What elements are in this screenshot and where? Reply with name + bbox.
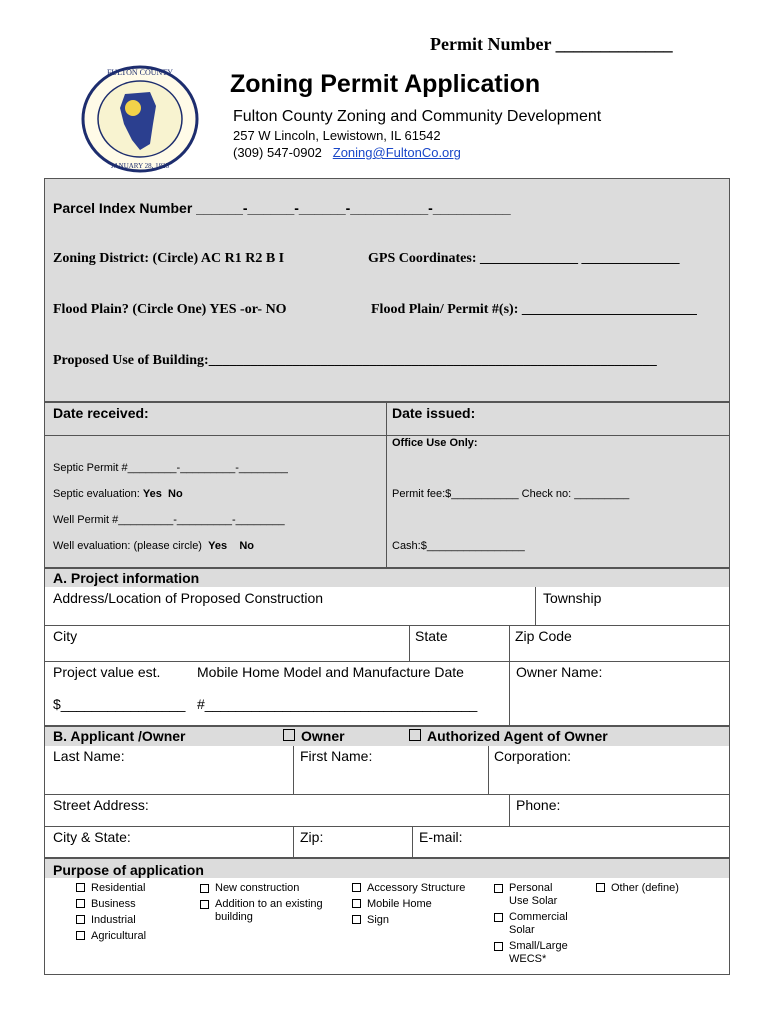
checkbox-icon <box>494 884 503 893</box>
project-value-label: Project value est. <box>53 664 161 680</box>
flood-plain-field[interactable]: Flood Plain? (Circle One) YES -or- NO <box>53 302 287 317</box>
checkbox-icon <box>352 915 361 924</box>
checkbox-icon <box>76 915 85 924</box>
well-yes-option[interactable]: Yes <box>208 540 228 552</box>
purpose-personal-solar-label: Personal Use Solar <box>509 882 558 907</box>
purpose-col-2 <box>200 882 345 924</box>
purpose-commercial-solar[interactable] <box>494 911 584 937</box>
septic-evaluation[interactable] <box>53 488 183 500</box>
purpose-accessory-structure-label: Accessory Structure <box>367 882 466 894</box>
purpose-industrial-label: Industrial <box>91 914 136 926</box>
well-evaluation[interactable] <box>53 540 254 552</box>
owner-checkbox-icon <box>283 729 295 741</box>
address-location-field[interactable]: Address/Location of Proposed Construction <box>53 590 324 606</box>
org-name: Fulton County Zoning and Community Development <box>233 108 602 125</box>
applicant-zip-field[interactable]: Zip: <box>300 829 324 845</box>
purpose-mobile-home-label: Mobile Home <box>367 898 432 910</box>
purpose-col-3 <box>352 882 482 927</box>
purpose-mobile-home[interactable] <box>352 898 482 911</box>
purpose-new-construction-label: New construction <box>215 882 300 894</box>
purpose-commercial-solar-label: Commercial Solar <box>509 911 568 936</box>
checkbox-icon <box>76 899 85 908</box>
checkbox-icon <box>352 883 361 892</box>
city-state-field[interactable]: City & State: <box>53 829 131 845</box>
purpose-sign-label: Sign <box>367 914 390 926</box>
well-evaluation-label: Well evaluation: (please circle) <box>53 540 202 552</box>
flood-permit-field[interactable]: Flood Plain/ Permit #(s): _________________________ <box>371 302 697 317</box>
checkbox-icon <box>494 913 503 922</box>
cash-field[interactable]: Cash:$________________ <box>392 540 525 552</box>
purpose-new-construction[interactable] <box>200 882 345 895</box>
purpose-sign[interactable] <box>352 914 482 927</box>
project-heading: A. Project information <box>53 570 200 586</box>
org-email-link[interactable]: Zoning@FultonCo.org <box>332 145 461 160</box>
agent-checkbox[interactable] <box>409 728 608 744</box>
city-field[interactable]: City <box>53 628 78 644</box>
street-address-field[interactable]: Street Address: <box>53 797 149 813</box>
septic-permit-field[interactable]: Septic Permit #________-_________-________ <box>53 462 288 474</box>
org-address: 257 W Lincoln, Lewistown, IL 61542 <box>233 128 441 143</box>
owner-checkbox[interactable] <box>283 728 345 744</box>
checkbox-icon <box>76 931 85 940</box>
mobile-home-label: Mobile Home Model and Manufacture Date <box>197 664 464 680</box>
agent-checkbox-icon <box>409 729 421 741</box>
email-field[interactable]: E-mail: <box>419 829 463 845</box>
purpose-heading: Purpose of application <box>53 862 204 878</box>
checkbox-icon <box>494 942 503 951</box>
purpose-other-label: Other (define) <box>611 882 679 894</box>
purpose-agricultural-label: Agricultural <box>91 930 147 942</box>
septic-evaluation-label: Septic evaluation: <box>53 488 140 500</box>
purpose-business[interactable] <box>76 898 186 911</box>
proposed-use-field[interactable]: Proposed Use of Building:________________________________________________________________ <box>53 353 657 368</box>
contact-line <box>233 145 461 160</box>
parcel-index-field[interactable]: Parcel Index Number ______-______-______-__________-__________ <box>53 200 511 216</box>
mobile-home-field[interactable]: #___________________________________ <box>197 696 478 712</box>
corporation-field[interactable]: Corporation: <box>494 748 572 764</box>
purpose-wecs-label: Small/Large WECS* <box>509 940 568 965</box>
purpose-residential-label: Residential <box>91 882 146 894</box>
purpose-col-5 <box>596 882 716 895</box>
owner-checkbox-label: Owner <box>301 728 345 744</box>
township-field[interactable]: Township <box>543 590 602 606</box>
agent-checkbox-label: Authorized Agent of Owner <box>427 728 608 744</box>
page-title: Zoning Permit Application <box>230 70 541 98</box>
purpose-agricultural[interactable] <box>76 930 186 943</box>
purpose-business-label: Business <box>91 898 136 910</box>
purpose-addition-label: Addition to an existing building <box>215 898 323 923</box>
last-name-field[interactable]: Last Name: <box>53 748 125 764</box>
septic-no-option[interactable]: No <box>168 488 183 500</box>
svg-text:FULTON COUNTY: FULTON COUNTY <box>106 68 174 77</box>
office-use-only-label: Office Use Only: <box>392 437 478 449</box>
checkbox-icon <box>200 900 209 909</box>
purpose-industrial[interactable] <box>76 914 186 927</box>
first-name-field[interactable]: First Name: <box>300 748 373 764</box>
zoning-district-field[interactable]: Zoning District: (Circle) AC R1 R2 B I <box>53 251 285 266</box>
county-seal <box>80 64 200 174</box>
purpose-residential[interactable] <box>76 882 186 895</box>
septic-yes-option[interactable]: Yes <box>142 488 162 500</box>
checkbox-icon <box>200 884 209 893</box>
org-phone: (309) 547-0902 <box>233 145 322 160</box>
purpose-wecs[interactable] <box>494 940 584 966</box>
purpose-addition[interactable] <box>200 898 345 924</box>
well-no-option[interactable]: No <box>239 540 254 552</box>
svg-text:JANUARY 28, 1823: JANUARY 28, 1823 <box>110 162 170 170</box>
checkbox-icon <box>352 899 361 908</box>
project-value-field[interactable]: $________________ <box>53 696 186 712</box>
checkbox-icon <box>596 883 605 892</box>
purpose-accessory-structure[interactable] <box>352 882 482 895</box>
state-field[interactable]: State <box>415 628 448 644</box>
gps-coordinates-field[interactable]: GPS Coordinates: ______________ ______________ <box>368 251 680 266</box>
permit-fee-field[interactable]: Permit fee:$___________ Check no: _________ <box>392 488 630 500</box>
owner-name-field[interactable]: Owner Name: <box>516 664 603 680</box>
well-permit-field[interactable]: Well Permit #_________-_________-________ <box>53 514 285 526</box>
date-issued-label: Date issued: <box>392 405 476 421</box>
purpose-other[interactable] <box>596 882 716 895</box>
permit-number: Permit Number _____________ <box>430 34 673 54</box>
checkbox-icon <box>76 883 85 892</box>
applicant-heading: B. Applicant /Owner <box>53 728 186 744</box>
date-received-label: Date received: <box>53 405 149 421</box>
zip-code-field[interactable]: Zip Code <box>515 628 572 644</box>
phone-field[interactable]: Phone: <box>516 797 561 813</box>
purpose-col-4 <box>494 882 584 966</box>
purpose-personal-solar[interactable] <box>494 882 584 908</box>
purpose-col-1 <box>76 882 186 943</box>
